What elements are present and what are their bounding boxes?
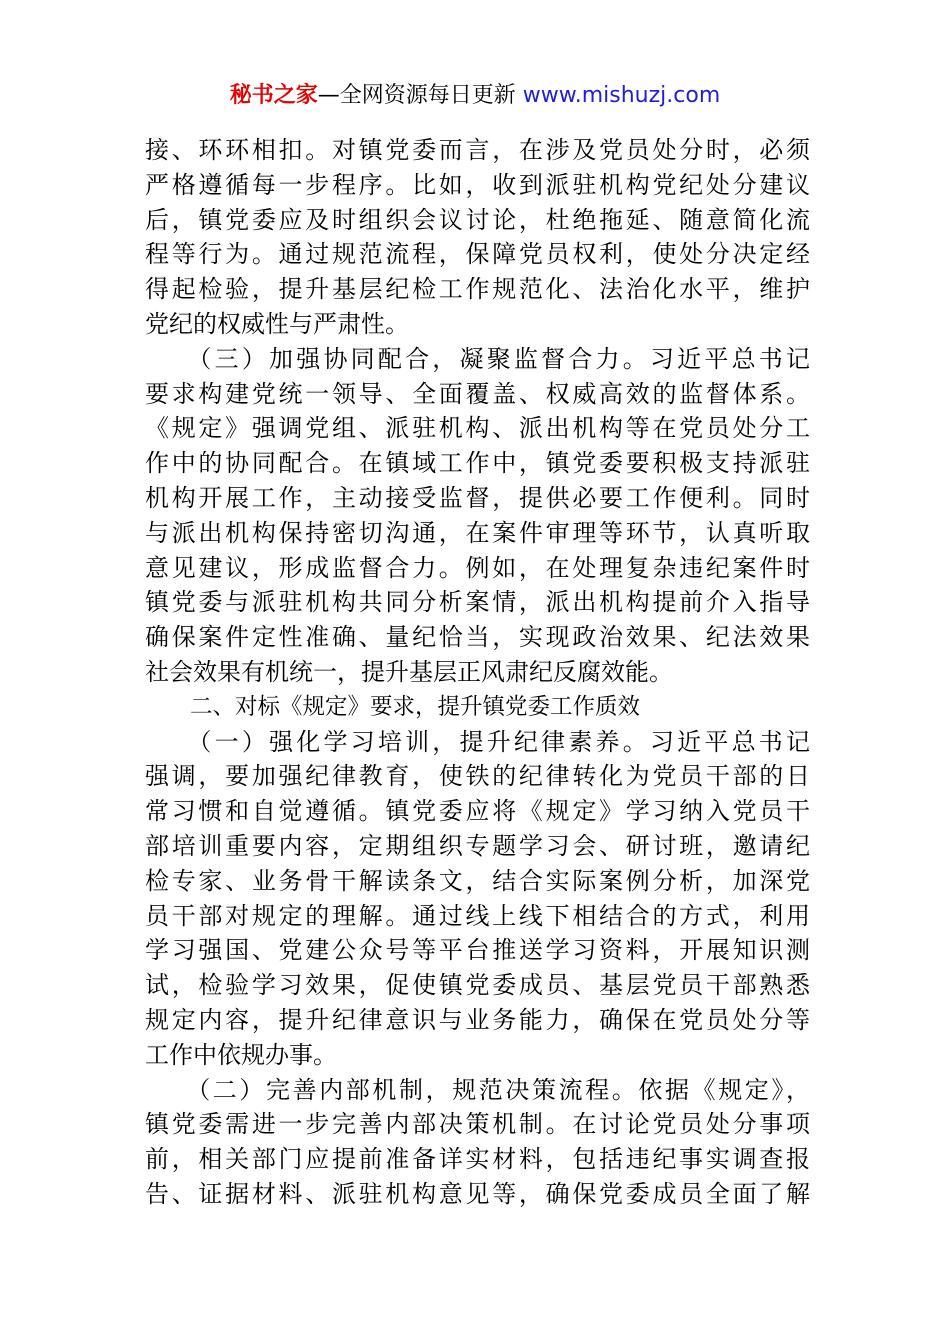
text-line: 《规定》强调党组、派驻机构、派出机构等在党员处分工 bbox=[145, 414, 810, 443]
text-line: （三）加强协同配合，凝聚监督合力。习近平总书记 bbox=[145, 344, 810, 373]
text-line: 员干部对规定的理解。通过线上线下相结合的方式，利用 bbox=[145, 901, 810, 930]
text-line: 确保案件定性准确、量纪恰当，实现政治效果、纪法效果 bbox=[145, 623, 810, 652]
text-line: 前，相关部门应提前准备详实材料，包括违纪事实调查报 bbox=[145, 1145, 810, 1174]
document-body bbox=[145, 133, 810, 1212]
text-line: 工作中依规办事。 bbox=[145, 1040, 337, 1069]
text-line: 社会效果有机统一，提升基层正风肃纪反腐效能。 bbox=[145, 657, 673, 686]
text-line: 镇党委与派驻机构共同分析案情，派出机构提前介入指导 bbox=[145, 588, 810, 617]
text-line: 机构开展工作，主动接受监督，提供必要工作便利。同时 bbox=[145, 483, 810, 512]
text-line: 要求构建党统一领导、全面覆盖、权威高效的监督体系。 bbox=[145, 379, 810, 408]
text-line: 严格遵循每一步程序。比如，收到派驻机构党纪处分建议 bbox=[145, 170, 810, 199]
text-line: 试，检验学习效果，促使镇党委成员、基层党员干部熟悉 bbox=[145, 971, 810, 1000]
text-line: 镇党委需进一步完善内部决策机制。在讨论党员处分事项 bbox=[145, 1110, 810, 1139]
text-line: 后，镇党委应及时组织会议讨论，杜绝拖延、随意简化流 bbox=[145, 205, 810, 234]
text-line: 接、环环相扣。对镇党委而言，在涉及党员处分时，必须 bbox=[145, 136, 810, 164]
site-url[interactable]: www.mishuzj.com bbox=[522, 83, 721, 108]
text-line: 常习惯和自觉遵循。镇党委应将《规定》学习纳入党员干 bbox=[145, 797, 810, 826]
site-header bbox=[0, 80, 950, 112]
text-line: 学习强国、党建公众号等平台推送学习资料，开展知识测 bbox=[145, 936, 810, 965]
brand-name: 秘书之家 bbox=[229, 83, 318, 108]
text-line: 作中的协同配合。在镇域工作中，镇党委要积极支持派驻 bbox=[145, 449, 810, 478]
text-line: （二）完善内部机制，规范决策流程。依据《规定》， bbox=[145, 1075, 810, 1104]
text-line: 意见建议，形成监督合力。例如，在处理复杂违纪案件时 bbox=[145, 553, 810, 582]
text-line: 部培训重要内容，定期组织专题学习会、研讨班，邀请纪 bbox=[145, 831, 810, 860]
text-line: 强调，要加强纪律教育，使铁的纪律转化为党员干部的日 bbox=[145, 762, 810, 791]
text-line: 告、证据材料、派驻机构意见等，确保党委成员全面了解 bbox=[145, 1179, 810, 1208]
section-heading: 二、对标《规定》要求，提升镇党委工作质效 bbox=[145, 693, 641, 720]
text-line: 程等行为。通过规范流程，保障党员权利，使处分决定经 bbox=[145, 240, 810, 269]
text-line: 党纪的权威性与严肃性。 bbox=[145, 309, 409, 338]
header-tagline: —全网资源每日更新 bbox=[317, 83, 516, 108]
text-line: 检专家、业务骨干解读条文，结合实际案例分析，加深党 bbox=[145, 866, 810, 895]
text-line: 得起检验，提升基层纪检工作规范化、法治化水平，维护 bbox=[145, 275, 810, 304]
text-line: 与派出机构保持密切沟通，在案件审理等环节，认真听取 bbox=[145, 518, 810, 547]
text-line: （一）强化学习培训，提升纪律素养。习近平总书记 bbox=[145, 727, 810, 756]
text-line: 规定内容，提升纪律意识与业务能力，确保在党员处分等 bbox=[145, 1005, 810, 1034]
